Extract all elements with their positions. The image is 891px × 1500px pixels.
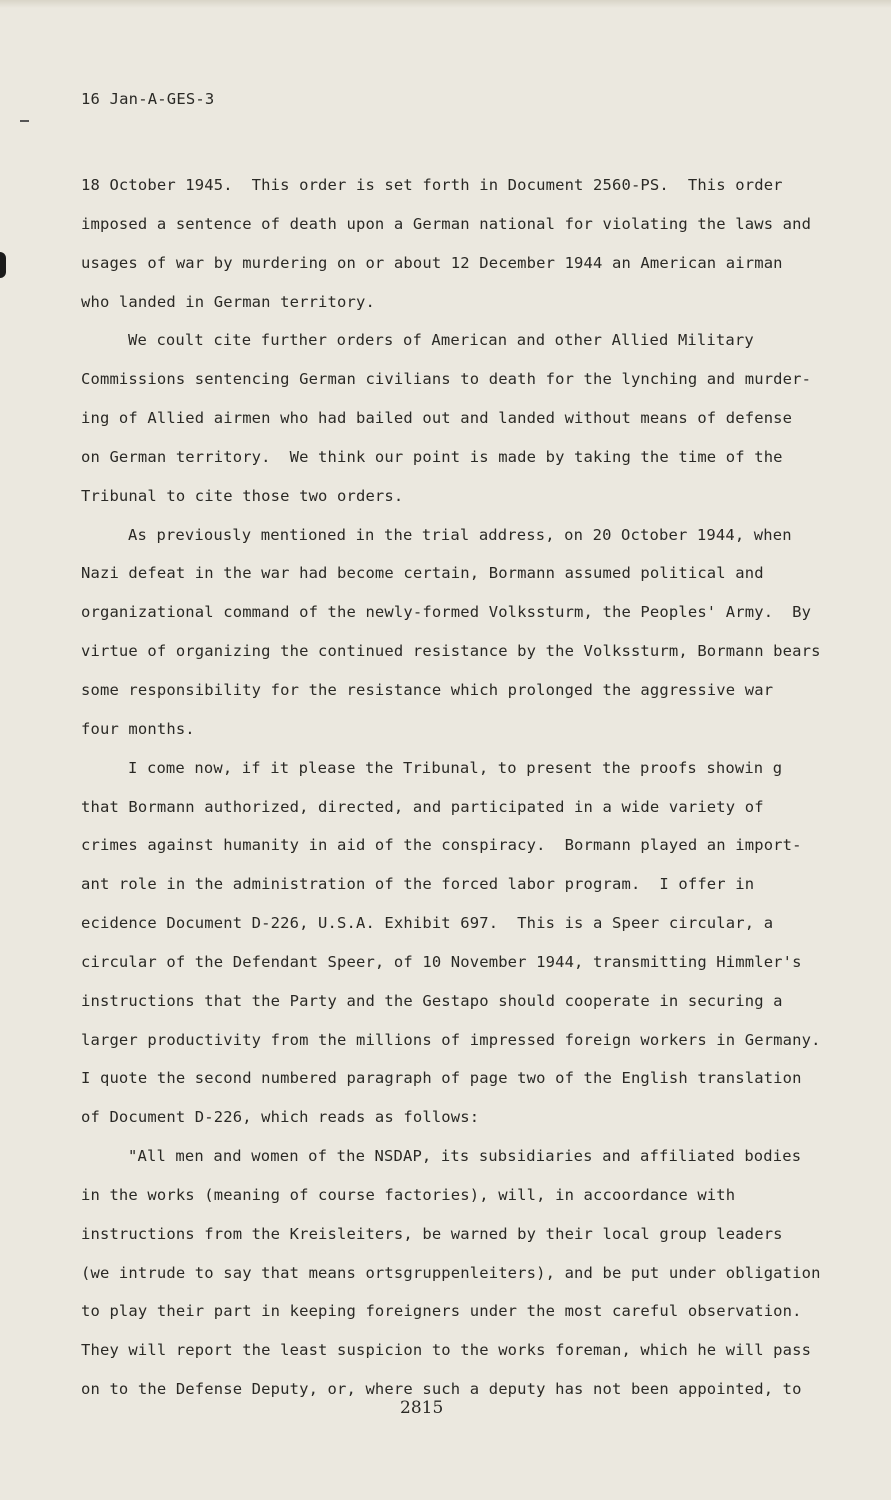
text-line: They will report the least suspicion to the works foreman, which he will pass (81, 1341, 812, 1360)
text-line: larger productivity from the millions of impressed foreign workers in Germany. (81, 1030, 821, 1049)
body-text (81, 166, 841, 1409)
text-line: that Bormann authorized, directed, and participated in a wide variety of (81, 797, 764, 816)
text-line: on German territory. We think our point is made by taking the time of the (81, 447, 783, 466)
text-line: to play their part in keeping foreigners under the most careful observation. (81, 1302, 802, 1321)
text-line: Tribunal to cite those two orders. (81, 486, 404, 505)
text-line: Commissions sentencing German civilians to death for the lynching and murder- (81, 370, 812, 389)
text-line: instructions from the Kreisleiters, be warned by their local group leaders (81, 1224, 783, 1243)
page-top-edge (0, 0, 891, 8)
text-line: As previously mentioned in the trial address, on 20 October 1944, when (128, 525, 792, 544)
text-line: organizational command of the newly-formed Volkssturm, the Peoples' Army. By (81, 603, 812, 622)
text-line: circular of the Defendant Speer, of 10 November 1944, transmitting Himmler's (81, 952, 802, 971)
text-line: (we intrude to say that means ortsgruppenleiters), and be put under obligation (81, 1263, 821, 1282)
margin-mark (20, 120, 29, 122)
text-line: instructions that the Party and the Gestapo should cooperate in securing a (81, 991, 783, 1010)
text-line: four months. (81, 719, 195, 738)
text-line: "All men and women of the NSDAP, its subsidiaries and affiliated bodies (128, 1147, 802, 1166)
text-line: of Document D-226, which reads as follows: (81, 1108, 480, 1127)
page-number: 2815 (400, 1398, 444, 1418)
text-line: I quote the second numbered paragraph of page two of the English translation (81, 1069, 802, 1088)
text-line: on to the Defense Deputy, or, where such a deputy has not been appointed, to (81, 1380, 802, 1399)
binding-hole (0, 252, 6, 278)
text-line: I come now, if it please the Tribunal, to present the proofs showin g (128, 758, 783, 777)
text-line: ing of Allied airmen who had bailed out and landed without means of defense (81, 409, 793, 428)
text-line: who landed in German territory. (81, 292, 375, 311)
text-line: in the works (meaning of course factories), will, in accoordance with (81, 1185, 736, 1204)
document-reference: 16 Jan-A-GES-3 (81, 90, 215, 108)
text-line: ant role in the administration of the forced labor program. I offer in (81, 875, 755, 894)
text-line: some responsibility for the resistance which prolonged the aggressive war (81, 680, 774, 699)
text-line: We coult cite further orders of American and other Allied Military (128, 331, 754, 350)
text-line: virtue of organizing the continued resistance by the Volkssturm, Bormann bears (81, 642, 821, 661)
text-line: usages of war by murdering on or about 12 December 1944 an American airman (81, 253, 783, 272)
text-line: imposed a sentence of death upon a German national for violating the laws and (81, 214, 812, 233)
text-line: 18 October 1945. This order is set forth in Document 2560-PS. This order (81, 176, 783, 194)
text-line: crimes against humanity in aid of the conspiracy. Bormann played an import- (81, 836, 802, 855)
text-line: Nazi defeat in the war had become certain, Bormann assumed political and (81, 564, 764, 583)
text-line: ecidence Document D-226, U.S.A. Exhibit 697. This is a Speer circular, a (81, 914, 774, 933)
